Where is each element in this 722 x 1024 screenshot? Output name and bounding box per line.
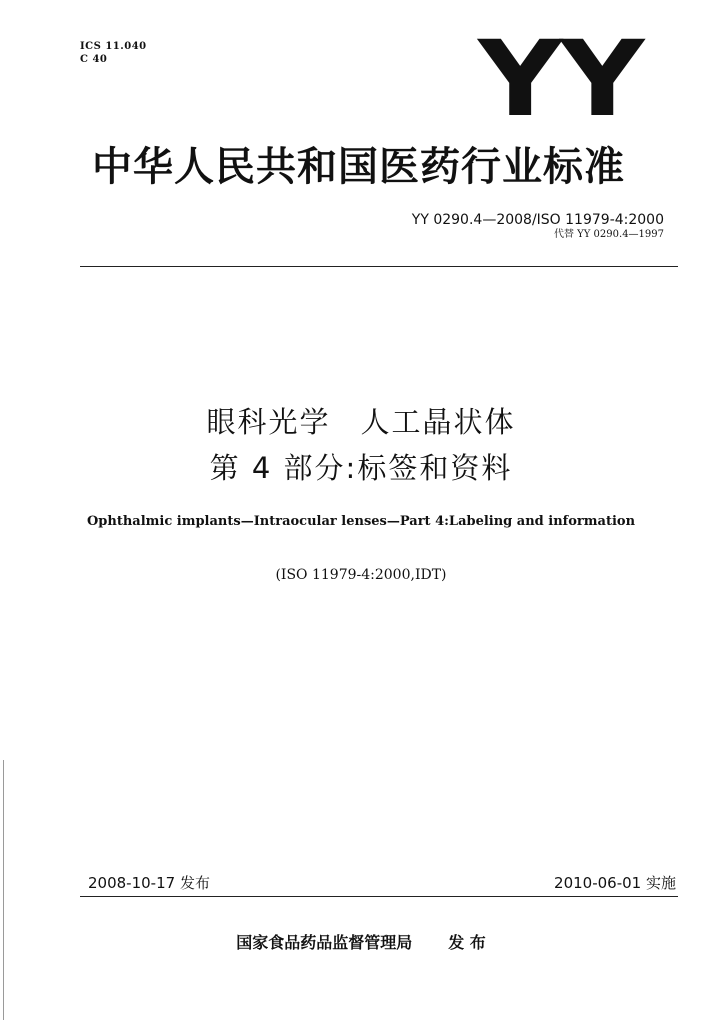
ics-code: ICS 11.040 [80, 41, 147, 52]
implementation-date: 2010-06-01 实施 [554, 874, 676, 892]
english-title: Ophthalmic implants—Intraocular lenses—Part 4:Labeling and information [86, 514, 636, 529]
industry-standard-title: 中华人民共和国医药行业标准 [92, 144, 625, 190]
standard-number [412, 212, 664, 228]
main-title-line-1 [0, 403, 722, 441]
standard-number-text: YY 0290.4—2008/ISO 11979-4:2000 [411, 212, 664, 228]
replaces-standard: 代替 YY 0290.4—1997 [554, 229, 664, 240]
yy-logo: YY [478, 18, 643, 140]
main-title-line-2: 第 4 部分:标签和资料 [209, 451, 513, 485]
bottom-divider [80, 896, 678, 897]
iso-equivalence-note: (ISO 11979-4:2000,IDT) [275, 567, 447, 583]
main-title-part-2: 人工晶状体 [360, 405, 516, 439]
classification-codes [80, 40, 147, 66]
authority-name: 国家食品药品监督管理局 [236, 933, 413, 952]
issue-date: 2008-10-17 发布 [88, 874, 210, 892]
main-title-part-1: 眼科光学 [206, 405, 331, 439]
scan-edge-artifact [3, 760, 4, 1020]
issuing-authority [0, 932, 722, 954]
top-divider [80, 266, 678, 267]
ccs-code: C 40 [80, 54, 108, 65]
authority-verb: 发 布 [448, 933, 486, 952]
